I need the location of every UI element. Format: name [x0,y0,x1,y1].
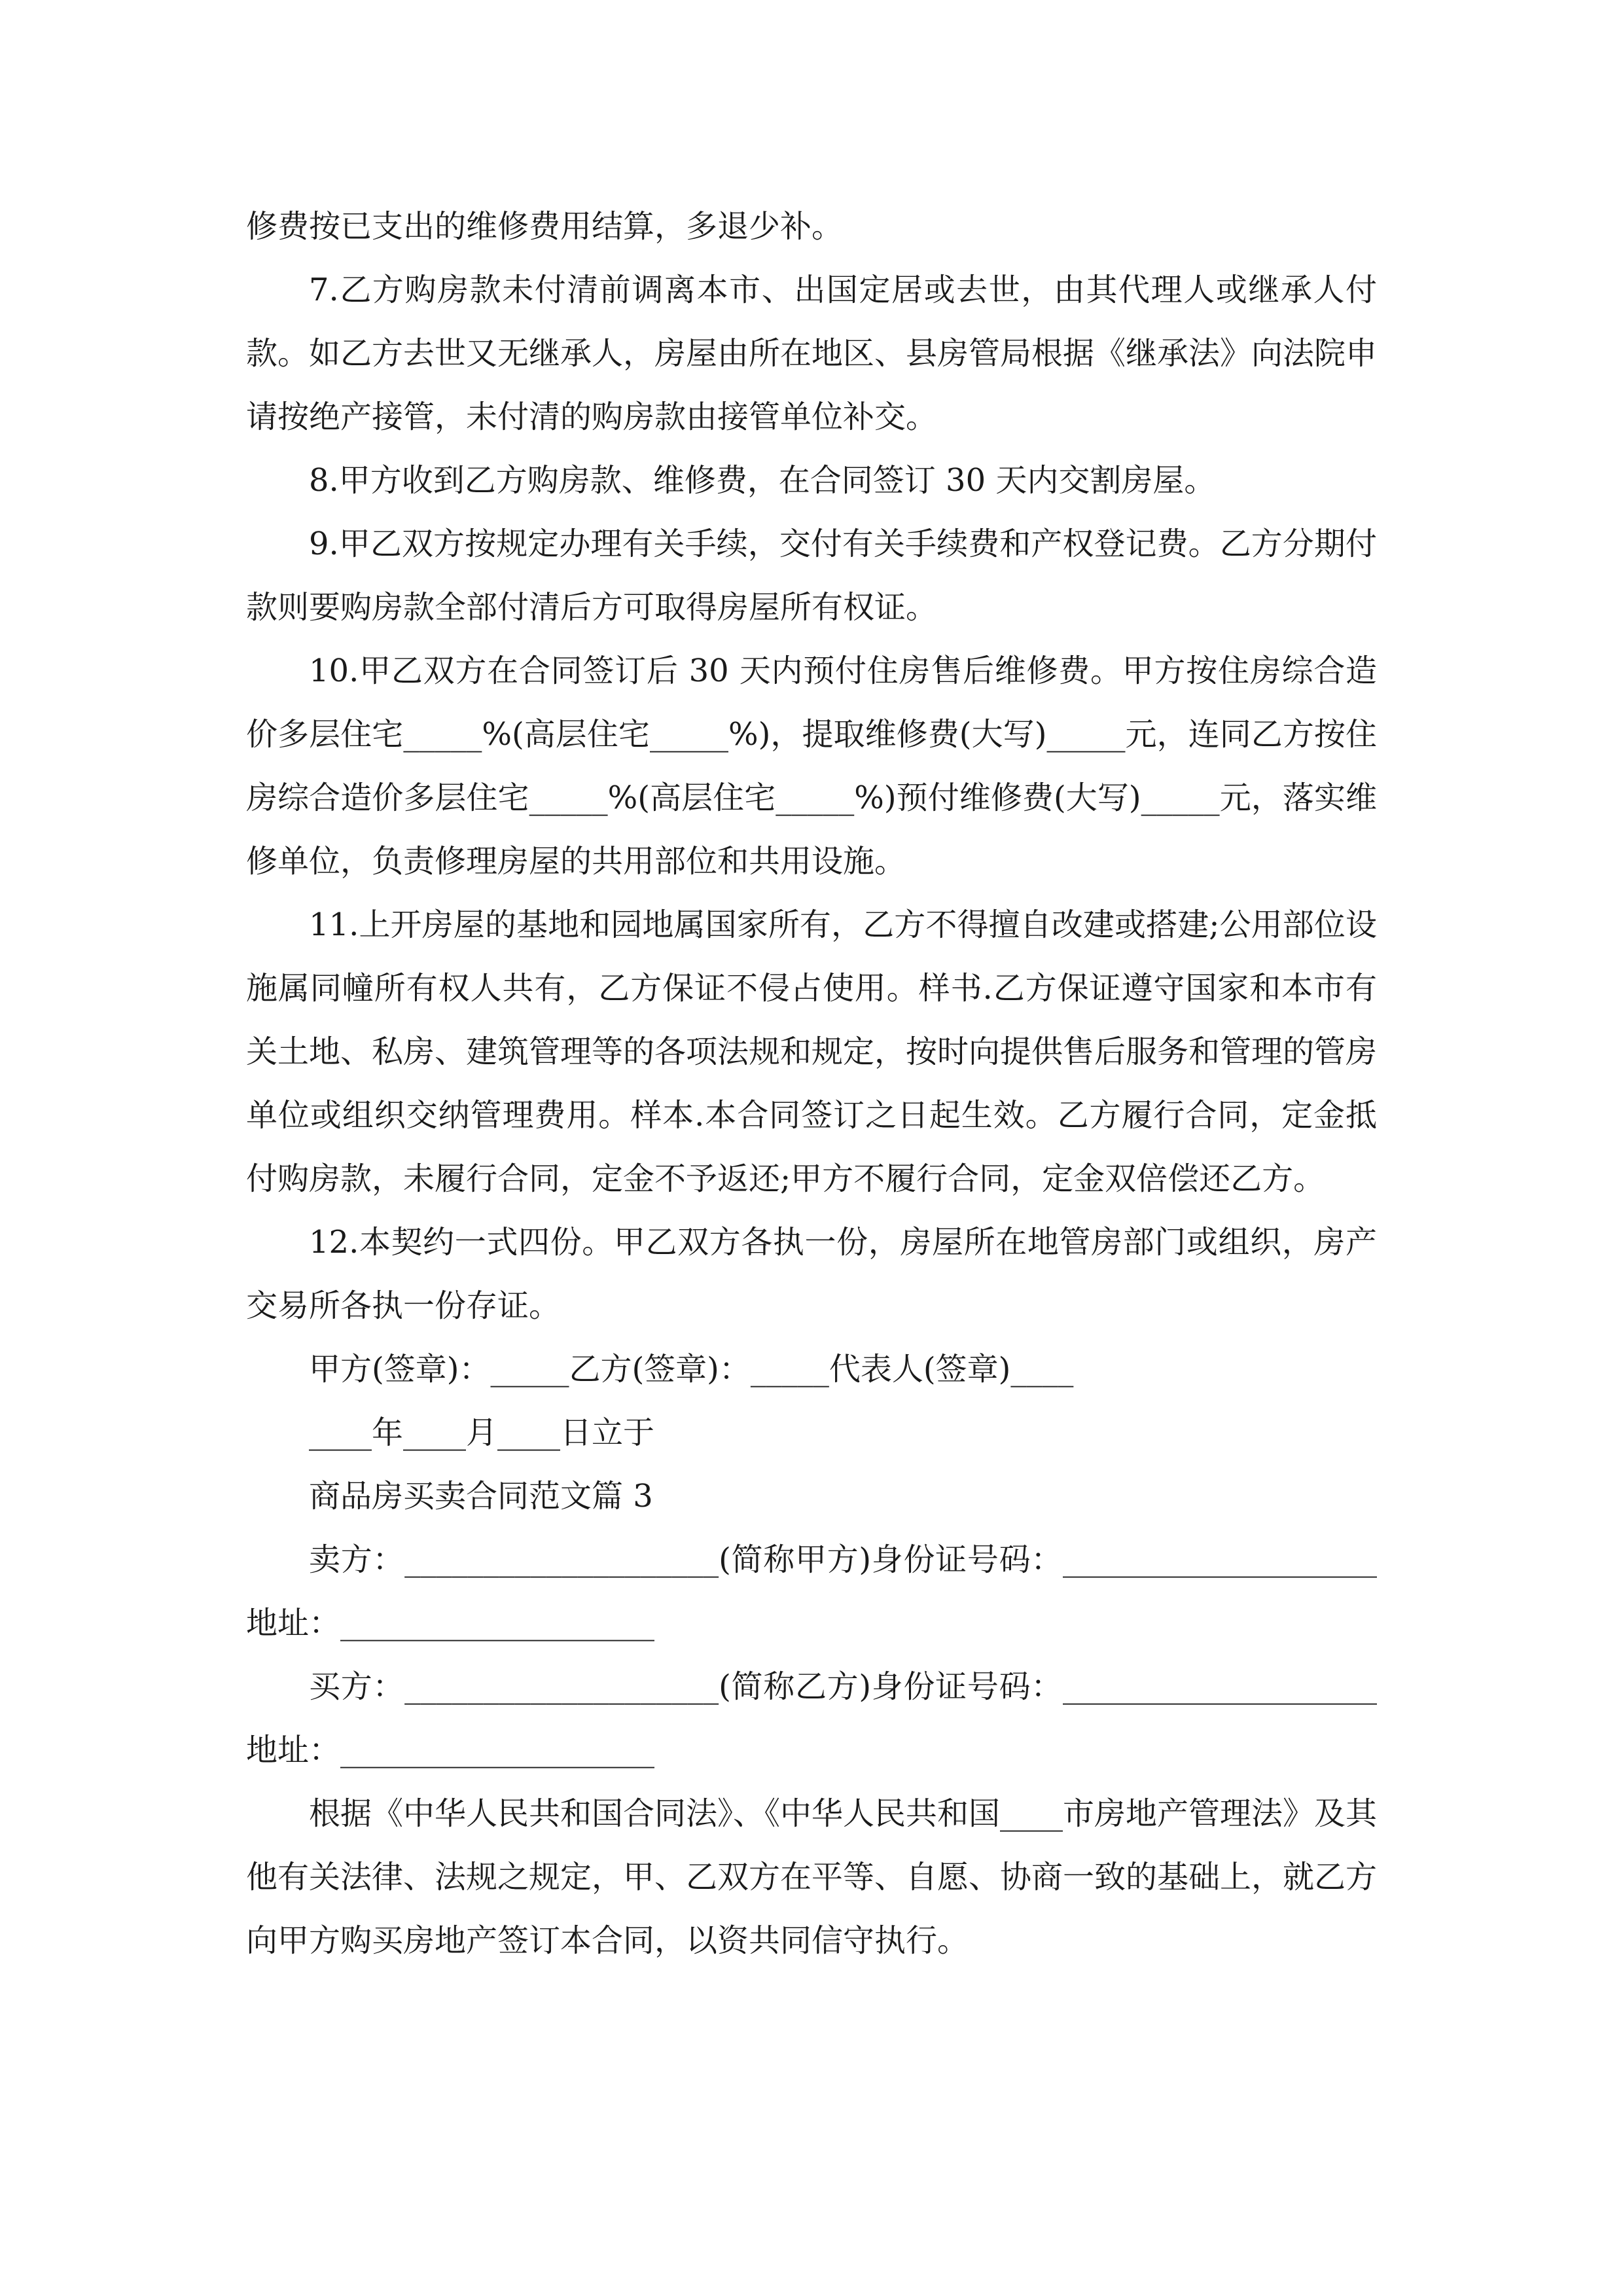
paragraph-clause-12: 12.本契约一式四份。甲乙双方各执一份，房屋所在地管房部门或组织，房产交易所各执一份存证。 [246,1224,1377,1324]
paragraph-clause-9: 9.甲乙双方按规定办理有关手续，交付有关手续费和产权登记费。乙方分期付款则要购房款全部付清后方可取得房屋所有权证。 [246,526,1377,626]
seller-info: 卖方：____________________(简称甲方)身份证号码：____________________地址：____________________ [246,1541,1377,1641]
date-line: ____年____月____日立于 [309,1414,655,1451]
signature-line: 甲方(签章)：_____乙方(签章)：_____代表人(签章)____ [309,1351,1074,1388]
paragraph-clause-8: 8.甲方收到乙方购房款、维修费，在合同签订 30 天内交割房屋。 [309,462,1216,499]
document-body [246,195,1377,1973]
section-title: 商品房买卖合同范文篇 3 [309,1478,653,1515]
paragraph-clause-7: 7.乙方购房款未付清前调离本市、出国定居或去世，由其代理人或继承人付款。如乙方去世又无继承人，房屋由所在地区、县房管局根据《继承法》向法院申请按绝产接管，未付清的购房款由接管单位补交。 [246,272,1378,435]
buyer-info: 买方：____________________(简称乙方)身份证号码：____________________地址：____________________ [246,1668,1377,1768]
paragraph-clause-6-end: 修费按已支出的维修费用结算，多退少补。 [246,208,844,245]
paragraph-clause-10: 10.甲乙双方在合同签订后 30 天内预付住房售后维修费。甲方按住房综合造价多层住宅_____%(高层住宅_____%)，提取维修费(大写)_____元，连同乙方按住房综合造价多层住宅_____%(高层住宅_____%)预付维修费(大写)_____元，落实维修单位，负责修理房屋的共用部位和共用设施。 [246,653,1377,880]
paragraph-clause-11: 11.上开房屋的基地和园地属国家所有，乙方不得擅自改建或搭建;公用部位设施属同幢所有权人共有，乙方保证不侵占使用。样书.乙方保证遵守国家和本市有关土地、私房、建筑管理等的各项法规和规定，按时向提供售后服务和管理的管房单位或组织交纳管理费用。样本.本合同签订之日起生效。乙方履行合同，定金抵付购房款，未履行合同，定金不予返还;甲方不履行合同，定金双倍偿还乙方。 [246,906,1378,1197]
contract-preamble: 根据《中华人民共和国合同法》、《中华人民共和国____市房地产管理法》及其他有关法律、法规之规定，甲、乙双方在平等、自愿、协商一致的基础上，就乙方向甲方购买房地产签订本合同，以资共同信守执行。 [246,1795,1378,1959]
